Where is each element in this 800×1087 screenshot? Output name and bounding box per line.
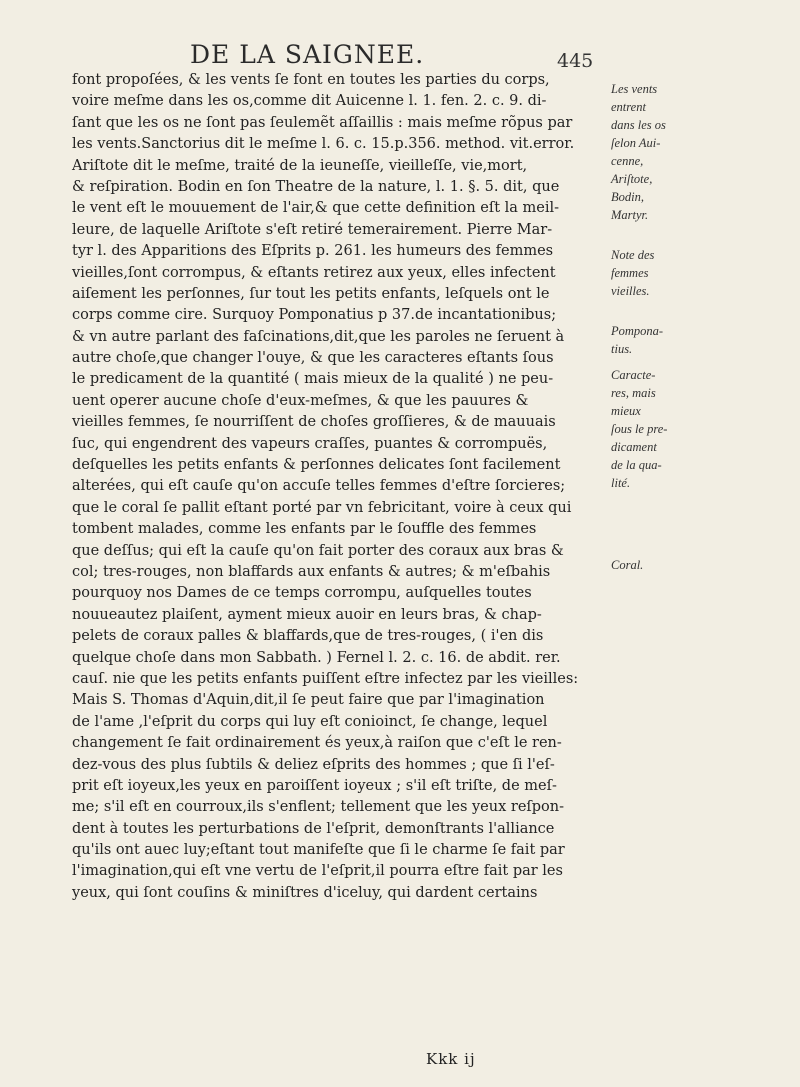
text-line: dez-vous des plus ſubtils & deliez eſprits des hommes ; que ſi l'eſ-: [72, 756, 555, 773]
main-text: [72, 70, 602, 904]
text-line: qu'ils ont auec luy;eſtant tout manifeſte que ſi le charme ſe fait par: [72, 842, 565, 859]
text-line: deſquelles les petits enfants & perſonnes delicates ſont facilement: [72, 457, 561, 474]
text-line: pourquoy nos Dames de ce temps corrompu, auſquelles toutes: [72, 585, 532, 602]
text-line: tyr l. des Apparitions des Eſprits p. 261. les humeurs des femmes: [72, 243, 554, 260]
text-line: l'imagination,qui eſt vne vertu de l'eſprit,il pourra eſtre fait par les: [72, 863, 563, 880]
text-line: les vents.Sanctorius dit le meſme l. 6. c. 15.p.356. method. vit.error.: [72, 136, 575, 153]
text-line: col; tres-rouges, non blaffards aux enfants & autres; & m'eſbahis: [72, 563, 551, 580]
text-line: le vent eſt le mouuement de l'air,& que cette definition eſt la meil-: [72, 200, 560, 217]
text-line: nouueautez plaiſent, ayment mieux auoir en leurs bras, & chap-: [72, 606, 542, 623]
text-line: corps comme cire. Surquoy Pomponatius p 37.de incantationibus;: [72, 307, 557, 324]
text-line: leure, de laquelle Ariſtote s'eſt retiré temerairement. Pierre Mar-: [72, 221, 553, 238]
text-line: voire meſme dans les os,comme dit Auicenne l. 1. fen. 2. c. 9. di-: [72, 93, 547, 110]
margin-note-line: ſous le pre-: [611, 422, 668, 436]
text-line: yeux, qui ſont couſins & miniſtres d'iceluy, qui dardent certains: [72, 884, 538, 901]
text-line: Mais S. Thomas d'Aquin,dit,il ſe peut faire que par l'imagination: [72, 692, 545, 709]
margin-note-coral: [611, 556, 703, 574]
margin-note-line: Ariſtote,: [611, 172, 653, 186]
margin-note-line: lité.: [611, 476, 631, 490]
page-number: 445: [557, 50, 594, 72]
margin-note-line: mieux: [611, 404, 641, 418]
running-header: DE LA SAIGNEE.: [190, 40, 425, 69]
text-line: ſuc, qui engendrent des vapeurs craſſes, puantes & corrompuës,: [72, 435, 548, 452]
text-line: que le coral ſe pallit eſtant porté par vn febricitant, voire à ceux qui: [72, 499, 572, 516]
margin-note-line: res, mais: [611, 386, 656, 400]
signature-mark: Kkk ij: [426, 1050, 476, 1068]
text-line: font propoſées, & les vents ſe font en toutes les parties du corps,: [72, 72, 550, 88]
text-line: que deſſus; qui eſt la cauſe qu'on fait porter des coraux aux bras &: [72, 542, 564, 559]
margin-note-line: Note des: [611, 248, 655, 262]
margin-note-line: Martyr.: [611, 208, 649, 222]
margin-note-line: Les vents: [611, 82, 658, 96]
text-line: pelets de coraux palles & blaffards,que de tres-rouges, ( i'en dis: [72, 628, 544, 645]
text-line: alterées, qui eſt cauſe qu'on accuſe telles femmes d'eſtre ſorcieres;: [72, 478, 566, 495]
margin-note-line: tius.: [611, 342, 633, 356]
margin-note-line: vieilles.: [611, 284, 650, 298]
text-line: & vn autre parlant des faſcinations,dit,que les paroles ne ſeruent à: [72, 328, 565, 345]
margin-note-femmes: [611, 246, 703, 300]
margin-note-line: entrent: [611, 100, 646, 114]
margin-note-pomponatius: [611, 322, 703, 358]
text-line: quelque choſe dans mon Sabbath. ) Fernel l. 2. c. 16. de abdit. rer.: [72, 649, 561, 666]
margin-note-line: dicament: [611, 440, 657, 454]
text-line: uent operer aucune choſe d'eux-meſmes, & que les pauures &: [72, 392, 529, 409]
margin-note-vents: [611, 80, 703, 224]
margin-note-line: femmes: [611, 266, 649, 280]
text-line: me; s'il eſt en courroux,ils s'enflent; tellement que les yeux reſpon-: [72, 799, 565, 816]
text-line: vieilles,ſont corrompus, & eſtants retirez aux yeux, elles infectent: [72, 264, 556, 281]
text-line: prit eſt ioyeux,les yeux en paroiſſent ioyeux ; s'il eſt triſte, de meſ-: [72, 777, 557, 794]
margin-note-line: Caracte-: [611, 368, 656, 382]
text-line: autre choſe,que changer l'ouye, & que les caracteres eſtants ſous: [72, 350, 554, 367]
text-line: le predicament de la quantité ( mais mieux de la qualité ) ne peu-: [72, 371, 554, 388]
margin-note-line: Bodin,: [611, 190, 644, 204]
text-line: & reſpiration. Bodin en ſon Theatre de la nature, l. 1. §. 5. dit, que: [72, 178, 560, 195]
text-line: changement ſe fait ordinairement és yeux,à raiſon que c'eſt le ren-: [72, 735, 562, 752]
margin-note-line: de la qua-: [611, 458, 662, 472]
text-line: tombent malades, comme les enfants par le ſouffle des femmes: [72, 521, 537, 538]
text-line: vieilles femmes, ſe nourriſſent de choſes groſſieres, & de mauuais: [72, 414, 556, 431]
text-line: aiſement les perſonnes, ſur tout les petits enfants, leſquels ont le: [72, 285, 550, 302]
margin-note-caracteres: [611, 366, 703, 492]
text-line: Ariſtote dit le meſme, traité de la ieuneſſe, vieilleſſe, vie,mort,: [72, 157, 528, 174]
margin-note-line: cenne,: [611, 154, 644, 168]
margin-note-line: dans les os: [611, 118, 666, 132]
margin-note-line: Coral.: [611, 558, 644, 572]
text-line: de l'ame ,l'eſprit du corps qui luy eſt conioinct, ſe change, lequel: [72, 713, 548, 730]
text-line: ſant que les os ne ſont pas ſeulemẽt aſſaillis : mais meſme rõpus par: [72, 114, 573, 131]
margin-note-line: Pompona-: [611, 324, 664, 338]
text-line: dent à toutes les perturbations de l'eſprit, demonſtrants l'alliance: [72, 820, 555, 837]
text-line: cauſ. nie que les petits enfants puiſſent eſtre infectez par les vieilles:: [72, 670, 579, 687]
margin-note-line: ſelon Aui-: [611, 136, 661, 150]
